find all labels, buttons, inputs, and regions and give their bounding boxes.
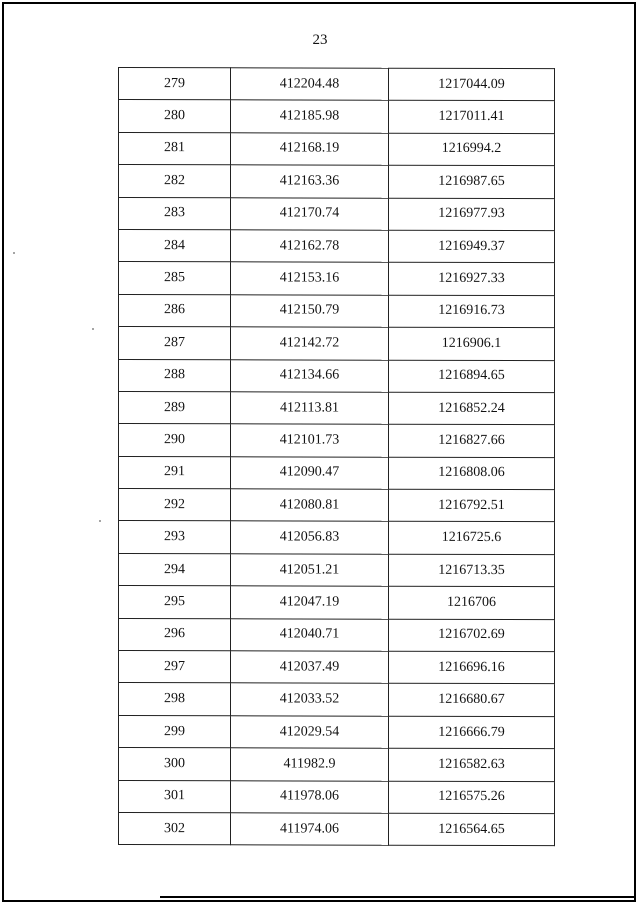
table-row xyxy=(119,456,555,490)
table-row xyxy=(119,100,555,134)
x-coordinate-cell: 412163.36 xyxy=(231,165,389,198)
x-coordinate-cell: 412134.66 xyxy=(231,359,389,392)
table-row xyxy=(119,165,555,199)
table-row xyxy=(119,586,555,620)
point-number-cell: 300 xyxy=(119,748,231,781)
table-row xyxy=(119,262,555,296)
x-coordinate-cell: 412185.98 xyxy=(231,100,389,133)
point-number-cell: 290 xyxy=(119,424,231,457)
y-coordinate-cell: 1216696.16 xyxy=(389,651,555,684)
x-coordinate-cell: 411974.06 xyxy=(231,813,389,846)
y-coordinate-cell: 1216916.73 xyxy=(389,295,555,328)
table-row xyxy=(119,197,555,231)
y-coordinate-cell: 1216949.37 xyxy=(389,230,555,263)
y-coordinate-cell: 1216680.67 xyxy=(389,684,555,717)
scan-speck xyxy=(99,520,101,522)
point-number-cell: 297 xyxy=(119,651,231,684)
point-number-cell: 298 xyxy=(119,683,231,716)
table-row xyxy=(119,618,555,652)
table-row xyxy=(119,424,555,458)
x-coordinate-cell: 412170.74 xyxy=(231,197,389,230)
table-row xyxy=(119,521,555,555)
x-coordinate-cell: 412168.19 xyxy=(231,133,389,166)
y-coordinate-cell: 1217011.41 xyxy=(389,101,555,134)
y-coordinate-cell: 1217044.09 xyxy=(389,68,555,101)
table-row xyxy=(119,359,555,393)
x-coordinate-cell: 412037.49 xyxy=(231,651,389,684)
table-row xyxy=(119,68,555,102)
table-row xyxy=(119,489,555,523)
x-coordinate-cell: 412029.54 xyxy=(231,716,389,749)
x-coordinate-cell: 412090.47 xyxy=(231,456,389,489)
y-coordinate-cell: 1216994.2 xyxy=(389,133,555,166)
point-number-cell: 301 xyxy=(119,780,231,813)
table-row xyxy=(119,294,555,328)
x-coordinate-cell: 412113.81 xyxy=(231,392,389,425)
scan-edge-line xyxy=(160,896,636,898)
point-number-cell: 302 xyxy=(119,812,231,845)
table-row xyxy=(119,651,555,685)
x-coordinate-cell: 412142.72 xyxy=(231,327,389,360)
point-number-cell: 280 xyxy=(119,100,231,133)
y-coordinate-cell: 1216725.6 xyxy=(389,522,555,555)
table-row xyxy=(119,553,555,587)
x-coordinate-cell: 412033.52 xyxy=(231,683,389,716)
x-coordinate-cell: 412056.83 xyxy=(231,521,389,554)
page-number: 23 xyxy=(312,32,328,48)
point-number-cell: 279 xyxy=(119,68,231,101)
x-coordinate-cell: 412204.48 xyxy=(231,68,389,101)
y-coordinate-cell: 1216575.26 xyxy=(389,781,555,814)
x-coordinate-cell: 412150.79 xyxy=(231,295,389,328)
point-number-cell: 284 xyxy=(119,229,231,262)
point-number-cell: 283 xyxy=(119,197,231,230)
y-coordinate-cell: 1216702.69 xyxy=(389,619,555,652)
x-coordinate-cell: 412051.21 xyxy=(231,554,389,587)
table-row xyxy=(119,812,555,846)
y-coordinate-cell: 1216808.06 xyxy=(389,457,555,490)
point-number-cell: 281 xyxy=(119,132,231,165)
x-coordinate-cell: 412153.16 xyxy=(231,262,389,295)
y-coordinate-cell: 1216894.65 xyxy=(389,360,555,393)
point-number-cell: 292 xyxy=(119,489,231,522)
x-coordinate-cell: 411978.06 xyxy=(231,780,389,813)
point-number-cell: 288 xyxy=(119,359,231,392)
point-number-cell: 296 xyxy=(119,618,231,651)
y-coordinate-cell: 1216927.33 xyxy=(389,263,555,296)
table-row xyxy=(119,780,555,814)
point-number-cell: 293 xyxy=(119,521,231,554)
coordinates-table xyxy=(118,67,555,847)
y-coordinate-cell: 1216906.1 xyxy=(389,327,555,360)
x-coordinate-cell: 411982.9 xyxy=(231,748,389,781)
y-coordinate-cell: 1216666.79 xyxy=(389,716,555,749)
point-number-cell: 294 xyxy=(119,553,231,586)
x-coordinate-cell: 412080.81 xyxy=(231,489,389,522)
table-row xyxy=(119,683,555,717)
table-row xyxy=(119,327,555,361)
y-coordinate-cell: 1216827.66 xyxy=(389,425,555,458)
y-coordinate-cell: 1216582.63 xyxy=(389,748,555,781)
table-row xyxy=(119,748,555,782)
y-coordinate-cell: 1216706 xyxy=(389,586,555,619)
scan-speck xyxy=(13,252,15,254)
scan-speck xyxy=(92,328,94,330)
table-row xyxy=(119,715,555,749)
x-coordinate-cell: 412040.71 xyxy=(231,618,389,651)
point-number-cell: 285 xyxy=(119,262,231,295)
table-row xyxy=(119,229,555,263)
point-number-cell: 289 xyxy=(119,391,231,424)
y-coordinate-cell: 1216792.51 xyxy=(389,489,555,522)
x-coordinate-cell: 412047.19 xyxy=(231,586,389,619)
point-number-cell: 295 xyxy=(119,586,231,619)
point-number-cell: 291 xyxy=(119,456,231,489)
y-coordinate-cell: 1216987.65 xyxy=(389,165,555,198)
point-number-cell: 299 xyxy=(119,715,231,748)
y-coordinate-cell: 1216977.93 xyxy=(389,198,555,231)
table-row xyxy=(119,132,555,166)
y-coordinate-cell: 1216852.24 xyxy=(389,392,555,425)
coordinates-table-body xyxy=(119,68,555,847)
y-coordinate-cell: 1216713.35 xyxy=(389,554,555,587)
x-coordinate-cell: 412101.73 xyxy=(231,424,389,457)
point-number-cell: 286 xyxy=(119,294,231,327)
point-number-cell: 282 xyxy=(119,165,231,198)
y-coordinate-cell: 1216564.65 xyxy=(389,813,555,846)
table-row xyxy=(119,391,555,425)
x-coordinate-cell: 412162.78 xyxy=(231,230,389,263)
point-number-cell: 287 xyxy=(119,327,231,360)
